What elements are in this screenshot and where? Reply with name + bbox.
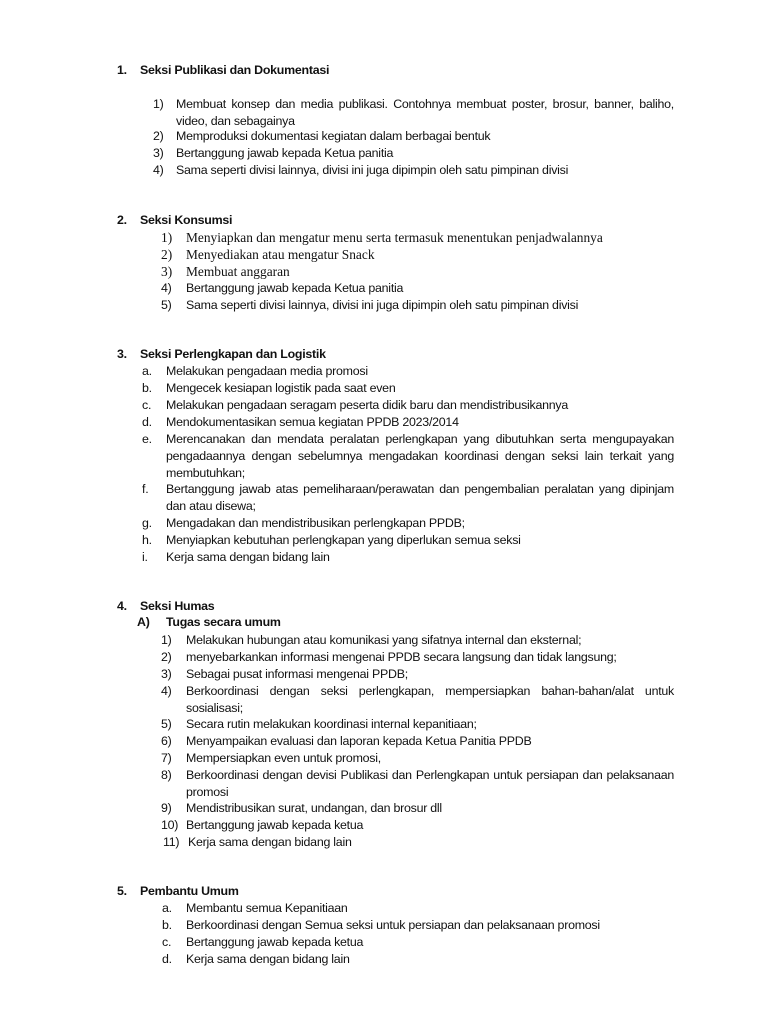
- list-item: [161, 280, 674, 297]
- list-item: [161, 666, 674, 683]
- list-item: [162, 900, 674, 917]
- list-item-text: Mendistribusikan surat, undangan, dan brosur dll: [186, 801, 442, 815]
- list-item-text: Melakukan hubungan atau komunikasi yang sifatnya internal dan eksternal;: [186, 633, 582, 647]
- list-marker: 4): [153, 163, 164, 177]
- list-item-text: Bertanggung jawab kepada ketua: [186, 818, 364, 832]
- list-marker: 1): [161, 230, 173, 245]
- list-item: [161, 817, 674, 834]
- list-item: [142, 431, 674, 482]
- list-marker: d.: [142, 415, 152, 429]
- list-item-text: Sama seperti divisi lainnya, divisi ini juga dipimpin oleh satu pimpinan divisi: [186, 298, 579, 312]
- list-item-text: Bertanggung jawab kepada Ketua panitia: [176, 146, 394, 160]
- list-marker: 7): [161, 751, 172, 765]
- list-item-text: Kerja sama dengan bidang lain: [166, 550, 330, 564]
- list-item-text: Berkoordinasi dengan Semua seksi untuk persiapan dan pelaksanaan promosi: [186, 918, 600, 932]
- list-marker: 3): [153, 146, 164, 160]
- list-item-text: Menyediakan atau mengatur Snack: [186, 247, 375, 262]
- list-item: [161, 767, 674, 801]
- list-item: [161, 750, 674, 767]
- list-item: [162, 951, 674, 968]
- list-item: [153, 128, 674, 145]
- list-item: [162, 917, 674, 934]
- subsection-title: Tugas secara umum: [166, 615, 281, 629]
- section-title: Seksi Perlengkapan dan Logistik: [140, 347, 326, 361]
- subsection-marker: A): [137, 615, 150, 629]
- list-marker: 3): [161, 667, 172, 681]
- list-marker: 2): [161, 650, 172, 664]
- list-item: [142, 363, 674, 380]
- section-title: Seksi Konsumsi: [140, 213, 233, 227]
- list-item-text: Merencanakan dan mendata peralatan perlengkapan yang dibutuhkan serta mengupayakan pengadaannya dengan sebelumnya mengadakan koordinasi dengan seksi lain terkait yang membutuhkan;: [166, 432, 674, 480]
- list-marker: 6): [161, 734, 172, 748]
- list-item-text: Menyampaikan evaluasi dan laporan kepada Ketua Panitia PPDB: [186, 734, 532, 748]
- list-item-text: Bertanggung jawab kepada ketua: [186, 935, 364, 949]
- list-item: [161, 733, 674, 750]
- list-item-text: Berkoordinasi dengan devisi Publikasi dan Perlengkapan untuk persiapan dan pelaksanaan promosi: [186, 768, 674, 799]
- list-item-text: Mendokumentasikan semua kegiatan PPDB 2023/2014: [166, 415, 459, 429]
- list-item: [161, 683, 674, 717]
- section-number: 1.: [117, 63, 127, 77]
- list-item: [161, 649, 674, 666]
- list-marker: 3): [161, 264, 173, 279]
- list-item-text: Mempersiapkan even untuk promosi,: [186, 751, 381, 765]
- section-heading: [117, 599, 214, 613]
- list-item-text: Bertanggung jawab atas pemeliharaan/perawatan dan pengembalian peralatan yang dipinjam dan atau disewa;: [166, 482, 674, 513]
- section-heading: [117, 63, 329, 77]
- list-item: [142, 515, 674, 532]
- list-item: [142, 414, 674, 431]
- list-item: [142, 532, 674, 549]
- list-item-text: Sebagai pusat informasi mengenai PPDB;: [186, 667, 408, 681]
- list-item-text: Secara rutin melakukan koordinasi internal kepanitiaan;: [186, 717, 477, 731]
- list-marker: 5): [161, 298, 172, 312]
- list-item: [161, 632, 674, 649]
- list-marker: d.: [162, 952, 172, 966]
- list-item-text: Berkoordinasi dengan seksi perlengkapan, mempersiapkan bahan-bahan/alat untuk sosialisasi;: [186, 684, 674, 715]
- list-item: [161, 229, 674, 246]
- list-item-text: Melakukan pengadaan media promosi: [166, 364, 368, 378]
- list-item: [162, 934, 674, 951]
- list-item: [142, 481, 674, 515]
- list-item-text: Melakukan pengadaan seragam peserta didik baru dan mendistribusikannya: [166, 398, 568, 412]
- list-item-text: Sama seperti divisi lainnya, divisi ini juga dipimpin oleh satu pimpinan divisi: [176, 163, 569, 177]
- subsection-heading: [137, 615, 281, 629]
- list-marker: 1): [161, 633, 172, 647]
- list-item: [161, 297, 674, 314]
- list-item: [142, 380, 674, 397]
- list-item-text: menyebarkankan informasi mengenai PPDB secara langsung dan tidak langsung;: [186, 650, 617, 664]
- list-marker: 2): [161, 247, 173, 262]
- list-marker: g.: [142, 516, 152, 530]
- list-marker: e.: [142, 432, 152, 446]
- list-marker: a.: [162, 901, 172, 915]
- list-marker: a.: [142, 364, 152, 378]
- list-item: [153, 145, 674, 162]
- list-marker: 4): [161, 684, 172, 698]
- section-title: Seksi Publikasi dan Dokumentasi: [140, 63, 330, 77]
- section-title: Seksi Humas: [140, 599, 215, 613]
- list-item: [163, 834, 674, 851]
- list-item-text: Kerja sama dengan bidang lain: [186, 952, 350, 966]
- list-marker: c.: [162, 935, 172, 949]
- list-item-text: Mengadakan dan mendistribusikan perlengkapan PPDB;: [166, 516, 465, 530]
- list-marker: 2): [153, 129, 164, 143]
- section-number: 3.: [117, 347, 127, 361]
- section-number: 5.: [117, 884, 127, 898]
- list-item-text: Membuat anggaran: [186, 264, 290, 279]
- list-item: [153, 162, 674, 179]
- list-marker: 1): [153, 97, 164, 111]
- section-heading: [117, 347, 326, 361]
- section-number: 4.: [117, 599, 127, 613]
- list-item: [161, 246, 674, 263]
- list-marker: f.: [142, 482, 149, 496]
- list-marker: b.: [142, 381, 152, 395]
- list-item-text: Kerja sama dengan bidang lain: [188, 835, 352, 849]
- list-marker: c.: [142, 398, 152, 412]
- list-item-text: Bertanggung jawab kepada Ketua panitia: [186, 281, 404, 295]
- list-item: [161, 800, 674, 817]
- list-item-text: Menyiapkan dan mengatur menu serta termasuk menentukan penjadwalannya: [186, 230, 603, 245]
- list-marker: 8): [161, 768, 172, 782]
- section-number: 2.: [117, 213, 127, 227]
- list-item: [142, 549, 674, 566]
- list-marker: 9): [161, 801, 172, 815]
- list-item-text: Membantu semua Kepanitiaan: [186, 901, 348, 915]
- list-marker: b.: [162, 918, 172, 932]
- section-heading: [117, 884, 239, 898]
- list-item: [153, 96, 674, 130]
- list-marker: 11): [163, 835, 180, 849]
- section-heading: [117, 213, 232, 227]
- list-item-text: Menyiapkan kebutuhan perlengkapan yang diperlukan semua seksi: [166, 533, 521, 547]
- list-item-text: Membuat konsep dan media publikasi. Contohnya membuat poster, brosur, banner, baliho, video, dan sebagainya: [176, 97, 674, 128]
- list-marker: 10): [161, 818, 179, 832]
- section-title: Pembantu Umum: [140, 884, 239, 898]
- list-item: [161, 263, 674, 280]
- list-marker: h.: [142, 533, 152, 547]
- list-item-text: Mengecek kesiapan logistik pada saat even: [166, 381, 396, 395]
- list-marker: i.: [142, 550, 148, 564]
- list-marker: 4): [161, 281, 172, 295]
- list-item: [142, 397, 674, 414]
- list-item: [161, 716, 674, 733]
- list-marker: 5): [161, 717, 172, 731]
- list-item-text: Memproduksi dokumentasi kegiatan dalam berbagai bentuk: [176, 129, 491, 143]
